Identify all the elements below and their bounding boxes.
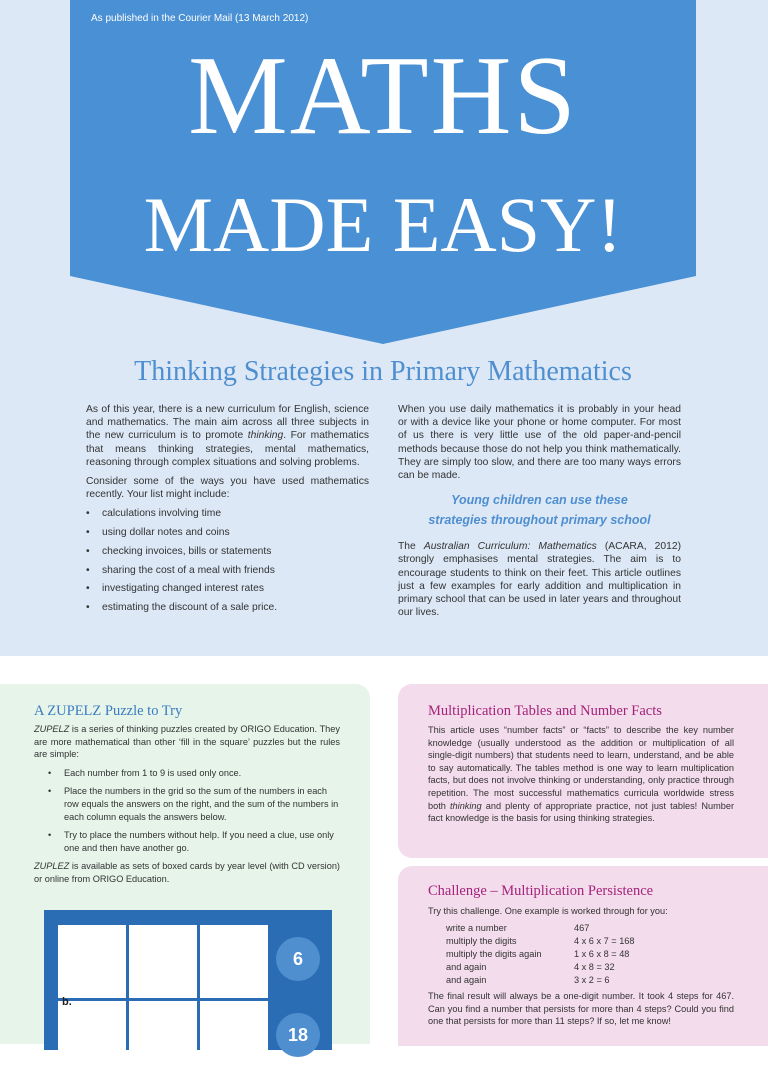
row-sum-badge: 6 bbox=[276, 937, 320, 981]
rule-item: • Each number from 1 to 9 is used only once. bbox=[34, 767, 340, 780]
zupelz-name: ZUPELZ bbox=[34, 724, 70, 734]
multiplication-tables-box bbox=[398, 684, 768, 858]
zupelz-outro bbox=[34, 860, 340, 885]
pull-quote bbox=[398, 490, 681, 530]
intro-text-a: As of this year, there is a new curriculum for English, science and mathematics. The main aim across all three subjects in the new curriculum is to promote bbox=[86, 404, 369, 442]
grid-cell[interactable] bbox=[200, 1001, 268, 1074]
intro-emphasis: thinking bbox=[247, 430, 284, 442]
zupelz-intro bbox=[34, 723, 340, 761]
number-facts-paragraph bbox=[428, 724, 734, 825]
rule-item: • Try to place the numbers without help. If you need a clue, use only one and then have another go. bbox=[34, 829, 340, 854]
zupelz-intro-text: is a series of thinking puzzles created by ORIGO Education. They are more mathematical than other ‘fill in the square’ puzzles but the rules are simple: bbox=[34, 724, 340, 760]
grid-cell[interactable] bbox=[129, 925, 197, 998]
number-facts-emphasis: thinking bbox=[449, 800, 482, 811]
grid-cell[interactable] bbox=[58, 925, 126, 998]
curriculum-text-b: (ACARA, 2012) strongly emphasises mental strategies. The aim is to encourage students to think on their feet. This article outlines just a few examples for early addition and multiplication in primary school that can be used in later years and throughout our lives. bbox=[398, 541, 682, 619]
intro-text-b: . For mathematics that means thinking strategies, mental mathematics, reasoning through complex situations and solving problems. bbox=[86, 430, 369, 468]
step-value: 3 x 2 = 6 bbox=[574, 975, 610, 985]
curriculum-text-a: The bbox=[398, 541, 424, 553]
worked-step bbox=[446, 922, 635, 935]
list-item: • sharing the cost of a meal with friends bbox=[86, 564, 369, 577]
intro-paragraph bbox=[86, 403, 369, 469]
list-item: • estimating the discount of a sale price. bbox=[86, 601, 369, 614]
list-item: • calculations involving time bbox=[86, 507, 369, 520]
list-item: • investigating changed interest rates bbox=[86, 582, 369, 595]
challenge-intro: Try this challenge. One example is worked through for you: bbox=[428, 906, 668, 916]
number-facts-text-a: This article uses “number facts” or “facts” to describe the key number knowledge (usually understood as the addition or multiplication of all single-digit numbers) that students need to learn, understand, and be able to say automatically. The tables method is one way to learn multiplication facts, but does not involve thinking or understanding, only practice through repetition. The most successful mathematics curricula worldwide stress both bbox=[428, 725, 734, 811]
step-value: 4 x 8 = 32 bbox=[574, 962, 615, 972]
daily-maths-paragraph: When you use daily mathematics it is probably in your head or with a device like your phone or home computer. For most of us there is very little use of the old paper-and-pencil methods because those do not help you think mathematically. They are simply too slow, and there are too many ways errors can be made. bbox=[398, 404, 681, 482]
step-label: multiply the digits bbox=[446, 936, 517, 946]
grid-cell[interactable] bbox=[129, 1001, 197, 1074]
publication-note: As published in the Courier Mail (13 March 2012) bbox=[91, 13, 309, 24]
curriculum-paragraph bbox=[398, 540, 681, 619]
step-label: and again bbox=[446, 962, 487, 972]
grid-cell[interactable] bbox=[58, 1001, 126, 1074]
number-facts-text-b: and plenty of appropriate practice, not just tables! Number fact knowledge is the basis for using thinking strategies. bbox=[428, 800, 735, 824]
article-subtitle: Thinking Strategies in Primary Mathematics bbox=[134, 356, 632, 387]
step-label: multiply the digits again bbox=[446, 949, 542, 959]
zupelz-puzzle-grid bbox=[44, 910, 332, 1050]
worked-step bbox=[446, 961, 635, 974]
zupelz-text bbox=[34, 723, 340, 892]
list-item: • using dollar notes and coins bbox=[86, 526, 369, 539]
curriculum-emphasis: Australian Curriculum: Mathematics bbox=[423, 541, 597, 553]
left-column bbox=[86, 403, 369, 620]
puzzle-label: b. bbox=[62, 996, 72, 1008]
worked-step bbox=[446, 974, 635, 987]
grid-cell[interactable] bbox=[200, 925, 268, 998]
step-label: write a number bbox=[446, 923, 507, 933]
main-title: MATHS bbox=[188, 34, 578, 158]
list-lead-paragraph: Consider some of the ways you have used mathematics recently. Your list might include: bbox=[86, 476, 369, 501]
multiplication-tables-text bbox=[428, 724, 734, 831]
challenge-box bbox=[398, 866, 768, 1046]
step-label: and again bbox=[446, 975, 487, 985]
worked-step bbox=[446, 948, 635, 961]
challenge-heading: Challenge – Multiplication Persistence bbox=[428, 883, 654, 899]
main-title-second-line: MADE EASY! bbox=[143, 181, 623, 268]
step-value: 4 x 6 x 7 = 168 bbox=[574, 936, 635, 946]
row-sum-badge: 18 bbox=[276, 1013, 320, 1057]
zupelz-name-alt: ZUPLEZ bbox=[34, 861, 70, 872]
worked-example bbox=[446, 922, 635, 987]
uses-list bbox=[86, 507, 369, 614]
step-value: 1 x 6 x 8 = 48 bbox=[574, 949, 630, 959]
worked-step bbox=[446, 935, 635, 948]
zupelz-heading: A ZUPELZ Puzzle to Try bbox=[34, 703, 183, 719]
pull-quote-line: strategies throughout primary school bbox=[428, 513, 651, 528]
list-item: • checking invoices, bills or statements bbox=[86, 545, 369, 558]
pull-quote-line: Young children can use these bbox=[451, 493, 628, 508]
multiplication-tables-heading: Multiplication Tables and Number Facts bbox=[428, 703, 662, 719]
right-column bbox=[398, 403, 681, 625]
rule-item: • Place the numbers in the grid so the sum of the numbers in each row equals the answers on the right, and the sum of the numbers in each column equals the answers below. bbox=[34, 785, 340, 823]
zupelz-outro-text: is available as sets of boxed cards by year level (with CD version) or online from ORIGO Education. bbox=[34, 861, 340, 884]
step-value: 467 bbox=[574, 923, 590, 933]
zupelz-rules bbox=[34, 767, 340, 855]
challenge-outro: The final result will always be a one-digit number. It took 4 steps for 467. Can you find a number that persists for more than 4 steps? Could you find one that persists for more than 11 steps? If so, let me know! bbox=[428, 991, 734, 1027]
